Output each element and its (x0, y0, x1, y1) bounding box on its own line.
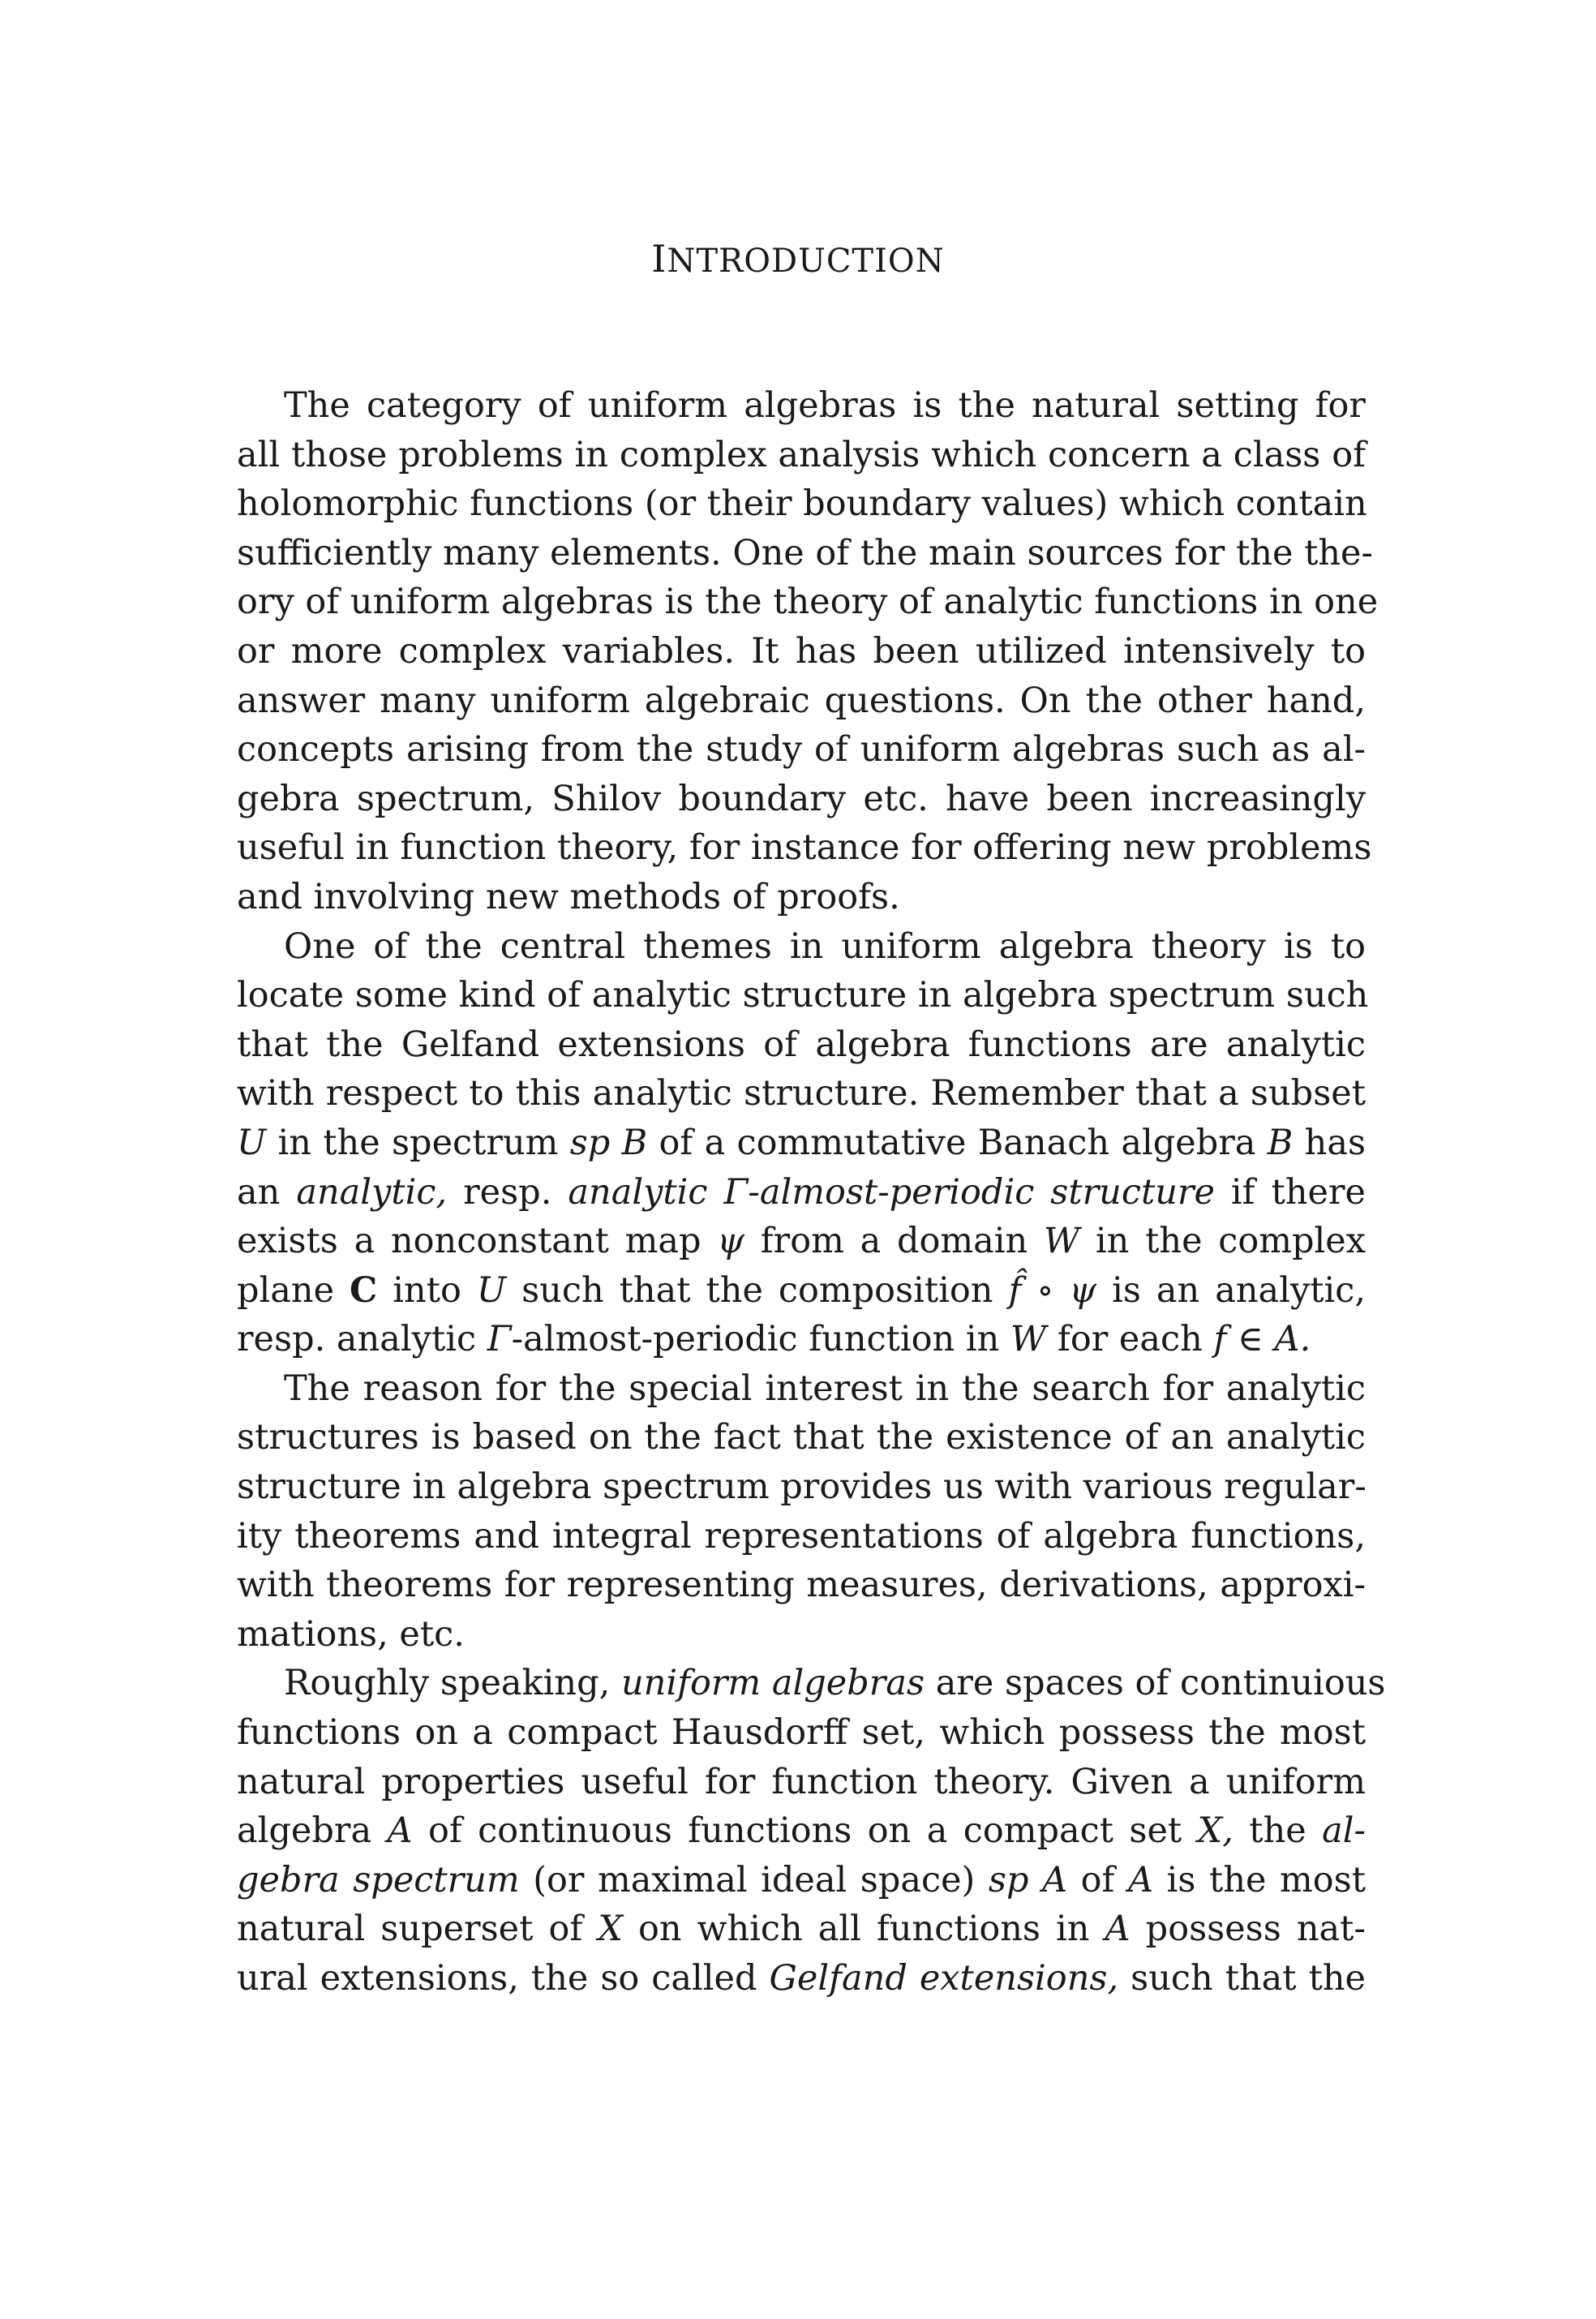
text-line: locate some kind of analytic structure in algebra spectrum such (237, 975, 1369, 1016)
math-symbol: ψ (717, 1221, 744, 1262)
math-symbol: C (350, 1269, 378, 1311)
text-line: exists a nonconstant map ψ from a domain W in the complex (237, 1221, 1366, 1262)
text-line: or more complex variables. It has been utilized intensively to (237, 630, 1366, 672)
text-line: resp. analytic Γ-almost-periodic function in W for each f ∈ A. (237, 1319, 1311, 1360)
text-line: ory of uniform algebras is the theory of analytic functions in one (237, 582, 1379, 623)
text-line: structures is based on the fact that the existence of an analytic (237, 1417, 1366, 1458)
text-line: with theorems for representing measures, derivations, approxi- (237, 1565, 1366, 1606)
emphasis: uniform algebras (620, 1663, 925, 1704)
math-symbol: U (237, 1122, 267, 1163)
math-symbol: A (1128, 1859, 1154, 1900)
text-line: functions on a compact Hausdorff set, which possess the most (237, 1712, 1366, 1754)
page-title: INTRODUCTION (651, 237, 945, 281)
text-line: holomorphic functions (or their boundary values) which contain (237, 483, 1367, 525)
emphasis: gebra spectrum (237, 1859, 520, 1900)
text-line: useful in function theory, for instance for offering new problems (237, 827, 1372, 869)
math-symbol: B (1267, 1122, 1294, 1163)
math-symbol: W (1010, 1319, 1047, 1360)
text-line: One of the central themes in uniform algebra theory is to (284, 925, 1366, 967)
math-expression: f ∈ A. (1213, 1319, 1311, 1360)
text-line: gebra spectrum, Shilov boundary etc. have been increasingly (237, 778, 1366, 819)
math-symbol: sp A (988, 1859, 1068, 1900)
text-line: ity theorems and integral representations of algebra functions, (237, 1515, 1366, 1557)
text-line: algebra A of continuous functions on a compact set X, the al- (237, 1810, 1366, 1852)
text-line: concepts arising from the study of uniform algebras such as al- (237, 729, 1366, 771)
math-symbol: X, (1197, 1810, 1233, 1852)
text-line: ural extensions, the so called Gelfand extensions, such that the (237, 1958, 1366, 1999)
text-line: answer many uniform algebraic questions. On the other hand, (237, 680, 1366, 721)
math-symbol: Γ (487, 1319, 512, 1360)
emphasis: analytic, (296, 1171, 448, 1213)
text-line: The category of uniform algebras is the natural setting for (284, 385, 1366, 426)
text-line: sufficiently many elements. One of the main sources for the the- (237, 532, 1374, 573)
text-line: natural properties useful for function theory. Given a uniform (237, 1761, 1366, 1802)
text-line: all those problems in complex analysis which concern a class of (237, 434, 1366, 475)
text-line: with respect to this analytic structure. Remember that a subset (237, 1073, 1366, 1114)
text-line: The reason for the special interest in the search for analytic (284, 1368, 1366, 1409)
math-symbol: X (598, 1909, 623, 1950)
math-expression: f̂ ∘ ψ (1008, 1269, 1097, 1311)
emphasis: Gelfand extensions, (769, 1958, 1119, 1999)
emphasis: al- (1322, 1810, 1366, 1852)
math-symbol: A (1105, 1909, 1130, 1950)
text-line: that the Gelfand extensions of algebra functions are analytic (237, 1024, 1366, 1065)
text-line: gebra spectrum (or maximal ideal space) sp A of A is the most (237, 1859, 1366, 1900)
body-text (237, 381, 1386, 2003)
math-symbol: sp B (569, 1122, 648, 1163)
text-line: Roughly speaking, uniform algebras are spaces of continuious (284, 1663, 1386, 1704)
math-symbol: U (476, 1269, 507, 1311)
math-symbol: A (387, 1810, 413, 1852)
text-line: an analytic, resp. analytic Γ-almost-periodic structure if there (237, 1171, 1366, 1213)
text-line: and involving new methods of proofs. (237, 876, 900, 917)
text-line: U in the spectrum sp B of a commutative Banach algebra B has (237, 1122, 1366, 1163)
math-symbol: W (1043, 1221, 1080, 1262)
text-line: structure in algebra spectrum provides us with various regular- (237, 1467, 1366, 1508)
emphasis: analytic Γ-almost-periodic structure (568, 1171, 1215, 1213)
text-line: mations, etc. (237, 1613, 465, 1655)
text-line: natural superset of X on which all functions in A possess nat- (237, 1909, 1366, 1950)
text-line: plane C into U such that the composition f̂ ∘ ψ is an analytic, (237, 1269, 1366, 1311)
